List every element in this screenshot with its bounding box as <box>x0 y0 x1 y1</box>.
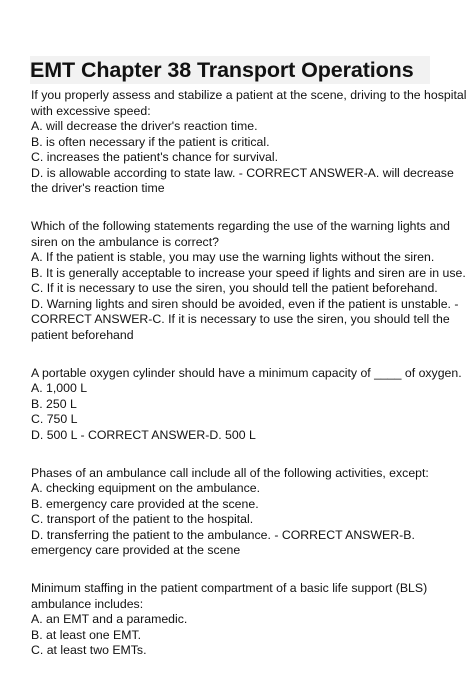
question-text: Which of the following statements regarding the use of the warning lights and <box>31 219 451 233</box>
question-line: C. at least two EMTs. <box>31 643 147 657</box>
question-text: A portable oxygen cylinder should have a minimum capacity of ____ of oxygen. <box>31 365 462 380</box>
question-block <box>31 88 467 197</box>
question-text: Minimum staffing in the patient compartment of a basic life support (BLS) <box>31 581 428 595</box>
question-line: C. increases the patient's chance for survival. <box>31 150 279 164</box>
question-line: C. transport of the patient to the hospital. <box>31 512 254 526</box>
question-line: B. 250 L <box>31 396 77 411</box>
question-line: C. If it is necessary to use the siren, you should tell the patient beforehand. <box>31 281 438 295</box>
question-block <box>31 219 466 343</box>
page-title: EMT Chapter 38 Transport Operations <box>30 58 414 82</box>
question-line: C. 750 L <box>31 412 78 426</box>
question-line: B. emergency care provided at the scene. <box>31 496 259 511</box>
question-line: the driver's reaction time <box>31 181 165 195</box>
question-line: D. is allowable according to state law. - CORRECT ANSWER-A. will decrease <box>31 165 454 180</box>
question-list <box>31 88 467 681</box>
question-line: CORRECT ANSWER-C. If it is necessary to use the siren, you should tell the <box>31 312 450 326</box>
question-block <box>31 581 443 659</box>
question-line: A. If the patient is stable, you may use the warning lights without the siren. <box>31 250 435 264</box>
question-line: A. 1,000 L <box>31 381 88 395</box>
question-line: D. Warning lights and siren should be avoided, even if the patient is unstable. - <box>31 296 459 311</box>
question-text: If you properly assess and stabilize a patient at the scene, driving to the hospital <box>31 88 467 102</box>
question-line: emergency care provided at the scene <box>31 543 241 557</box>
question-line: ambulance includes: <box>31 596 144 611</box>
question-line: A. an EMT and a paramedic. <box>31 612 188 626</box>
question-text: Phases of an ambulance call include all of the following activities, except: <box>31 465 429 480</box>
question-block <box>31 365 462 444</box>
question-line: patient beforehand <box>31 327 134 342</box>
question-block <box>31 466 443 559</box>
question-line: D. 500 L - CORRECT ANSWER-D. 500 L <box>31 427 256 442</box>
question-line: B. It is generally acceptable to increase your speed if lights and siren are in use. <box>31 265 466 280</box>
question-line: B. is often necessary if the patient is critical. <box>31 134 270 149</box>
question-line: siren on the ambulance is correct? <box>31 234 219 249</box>
question-line: A. will decrease the driver's reaction time. <box>31 119 258 133</box>
question-line: B. at least one EMT. <box>31 627 142 642</box>
question-line: A. checking equipment on the ambulance. <box>31 481 261 495</box>
question-line: D. transferring the patient to the ambulance. - CORRECT ANSWER-B. <box>31 527 415 542</box>
question-line: with excessive speed: <box>31 103 151 118</box>
